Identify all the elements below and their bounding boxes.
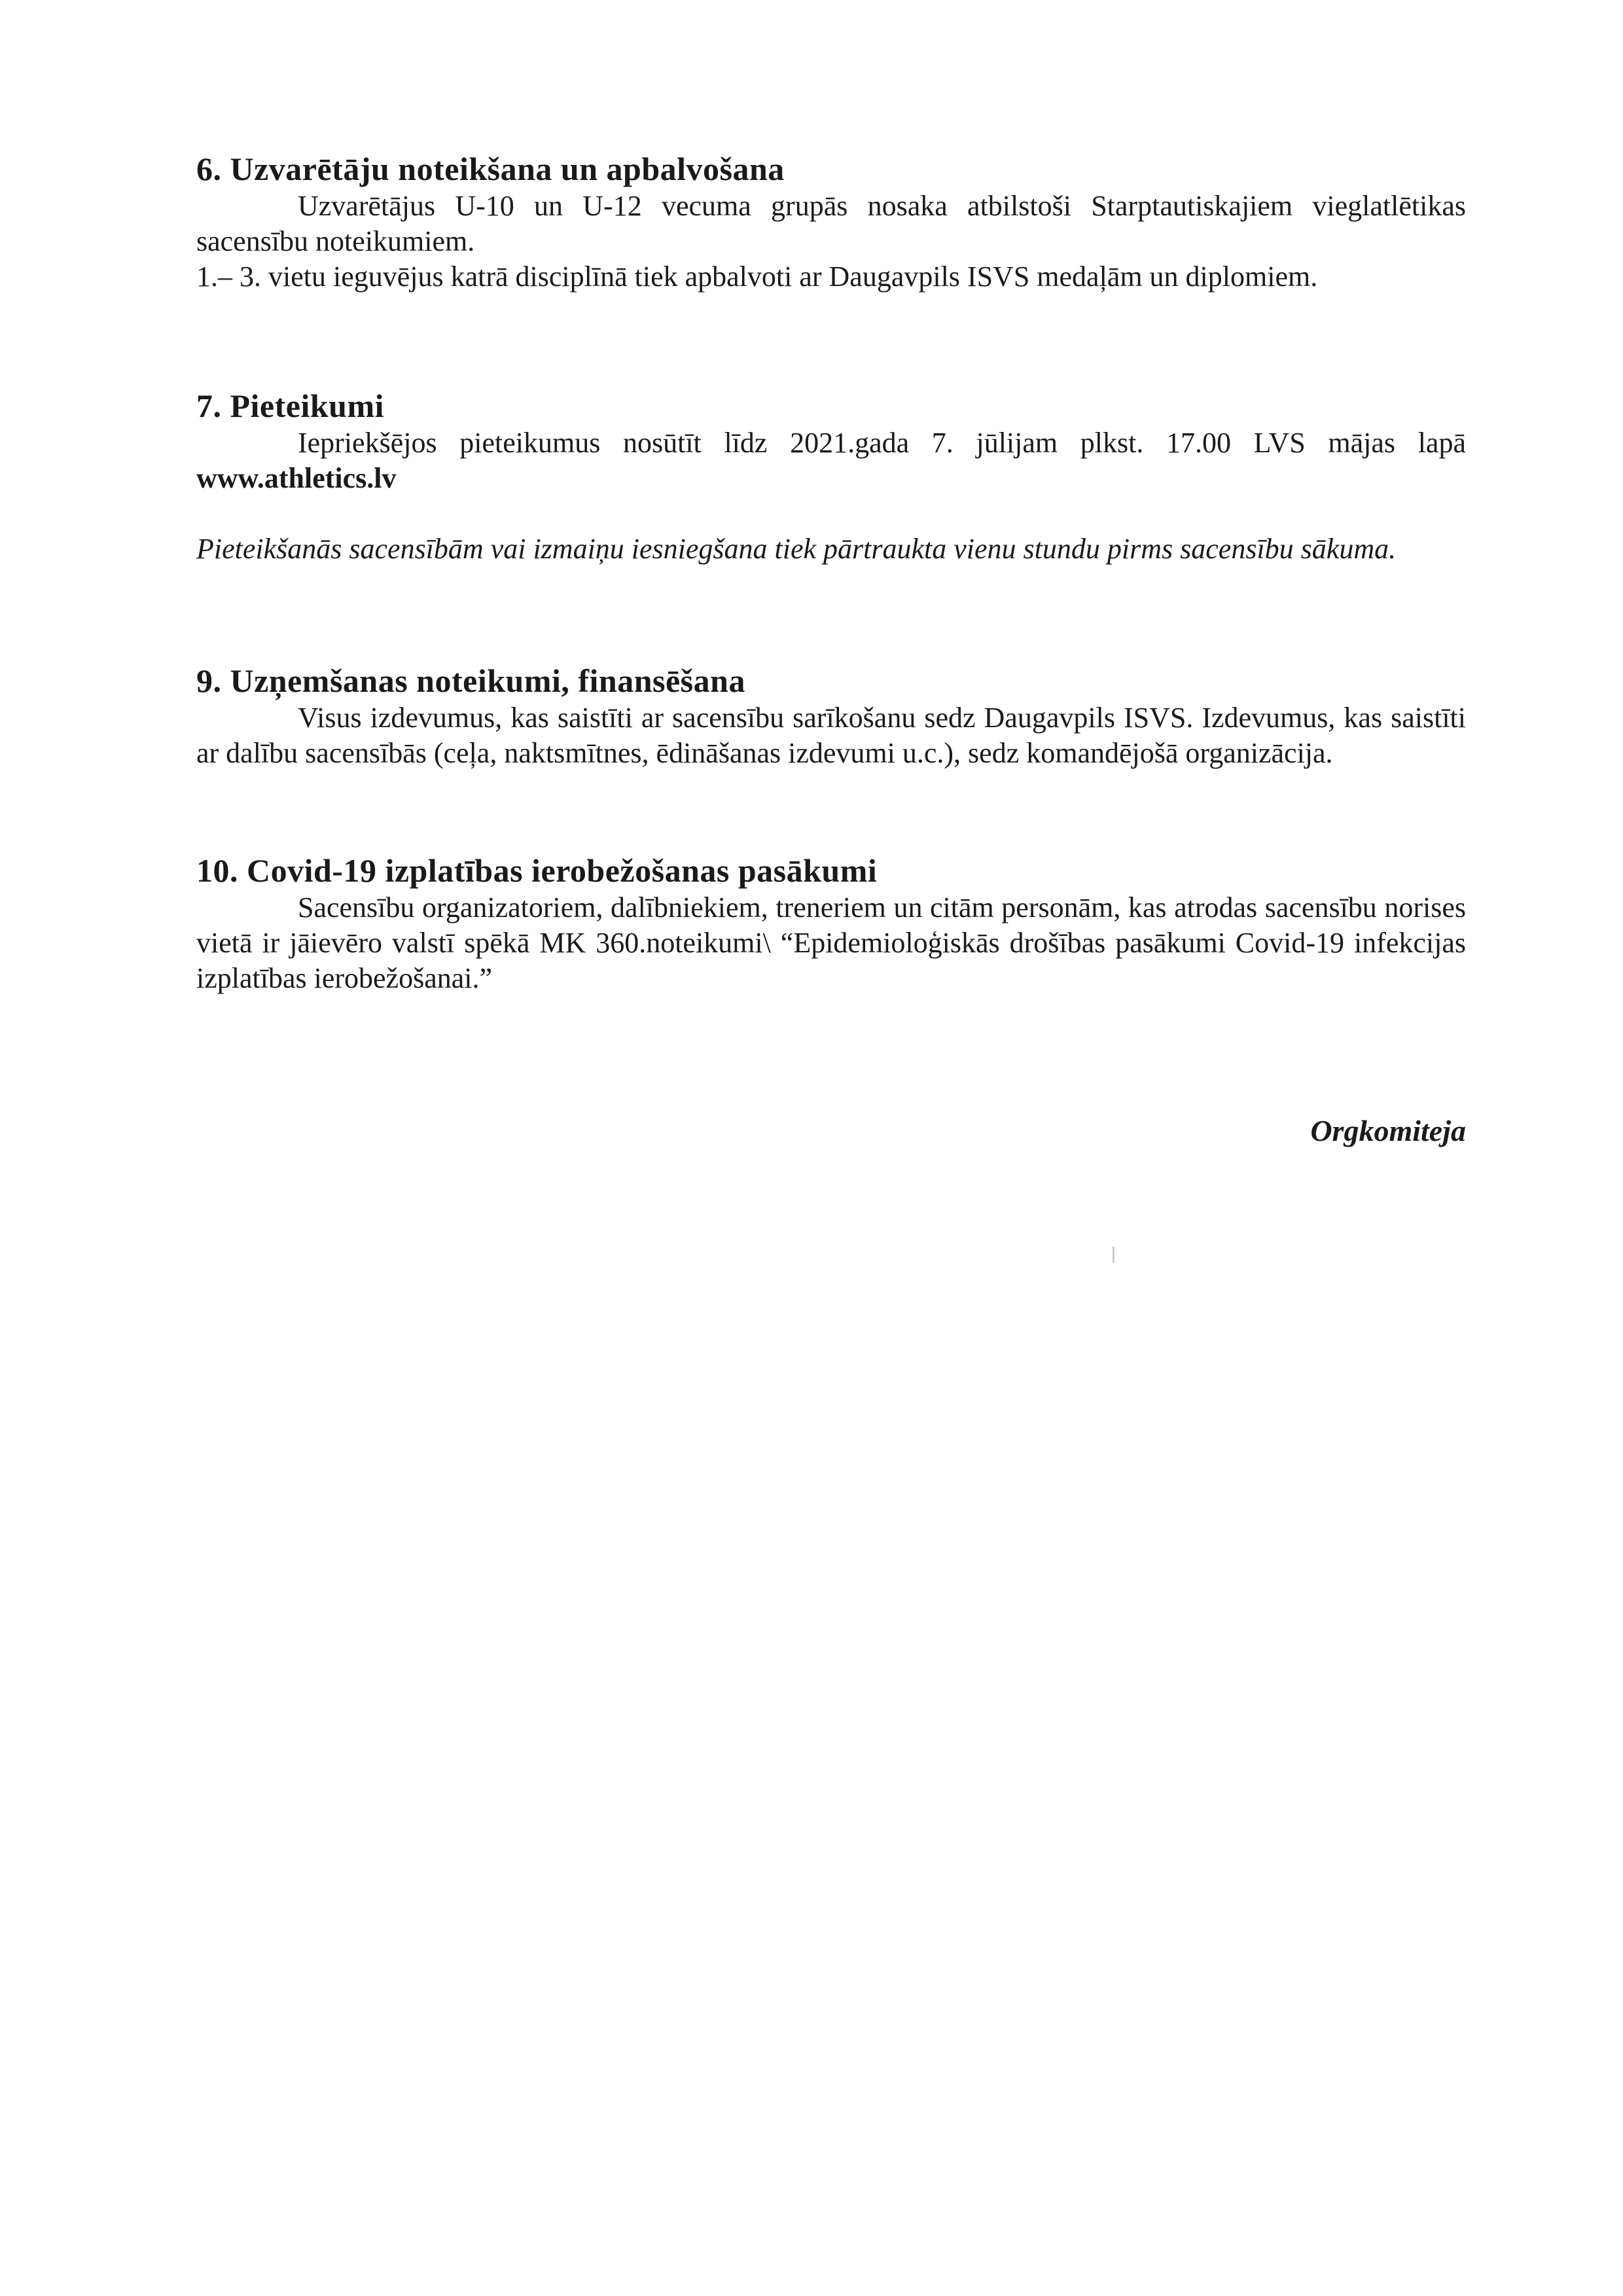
section-6	[196, 149, 1466, 295]
section-paragraph: Uzvarētājus U-10 un U-12 vecuma grupās nosaka atbilstoši Starptautiskajiem vieglatlētikas sacensību noteikumiem.	[196, 190, 1466, 257]
deadline-note: Pieteikšanās sacensībām vai izmaiņu iesniegšana tiek pārtraukta vienu stundu pirms sacensību sākuma.	[196, 533, 1397, 565]
section-paragraph: Sacensību organizatoriem, dalībniekiem, treneriem un citām personām, kas atrodas sacensību norises vietā ir jāievēro valstī spēkā MK 360.noteikumi\ “Epidemioloģiskās drošības pasākumi Covid-19 infekcijas izplatības ierobežošanai.”	[196, 891, 1466, 994]
signature: Orgkomiteja	[1310, 1114, 1466, 1147]
website-link[interactable]: www.athletics.lv	[196, 462, 397, 494]
section-paragraph	[196, 425, 1466, 496]
section-heading: 6. Uzvarētāju noteikšana un apbalvošana	[196, 151, 785, 187]
section-heading: 9. Uzņemšanas noteikumi, finansēšana	[196, 662, 745, 699]
section-paragraph: 1.– 3. vietu ieguvējus katrā disciplīnā tiek apbalvoti ar Daugavpils ISVS medaļām un diplomiem.	[196, 260, 1318, 293]
section-heading: 10. Covid-19 izplatības ierobežošanas pasākumi	[196, 852, 878, 889]
scan-artifact	[1113, 1247, 1115, 1263]
section-7	[196, 386, 1466, 567]
paragraph-text: Iepriekšējos pieteikumus nosūtīt līdz 2021.gada 7. jūlijam plkst. 17.00 LVS mājas lapā	[298, 427, 1466, 459]
section-paragraph: Visus izdevumus, kas saistīti ar sacensību sarīkošanu sedz Daugavpils ISVS. Izdevumus, kas saistīti ar dalību sacensībās (ceļa, naktsmītnes, ēdināšanas izdevumi u.c.), sedz komandējošā organizācija.	[196, 702, 1466, 769]
section-heading: 7. Pieteikumi	[196, 387, 385, 424]
section-10	[196, 851, 1466, 996]
section-9	[196, 661, 1466, 771]
